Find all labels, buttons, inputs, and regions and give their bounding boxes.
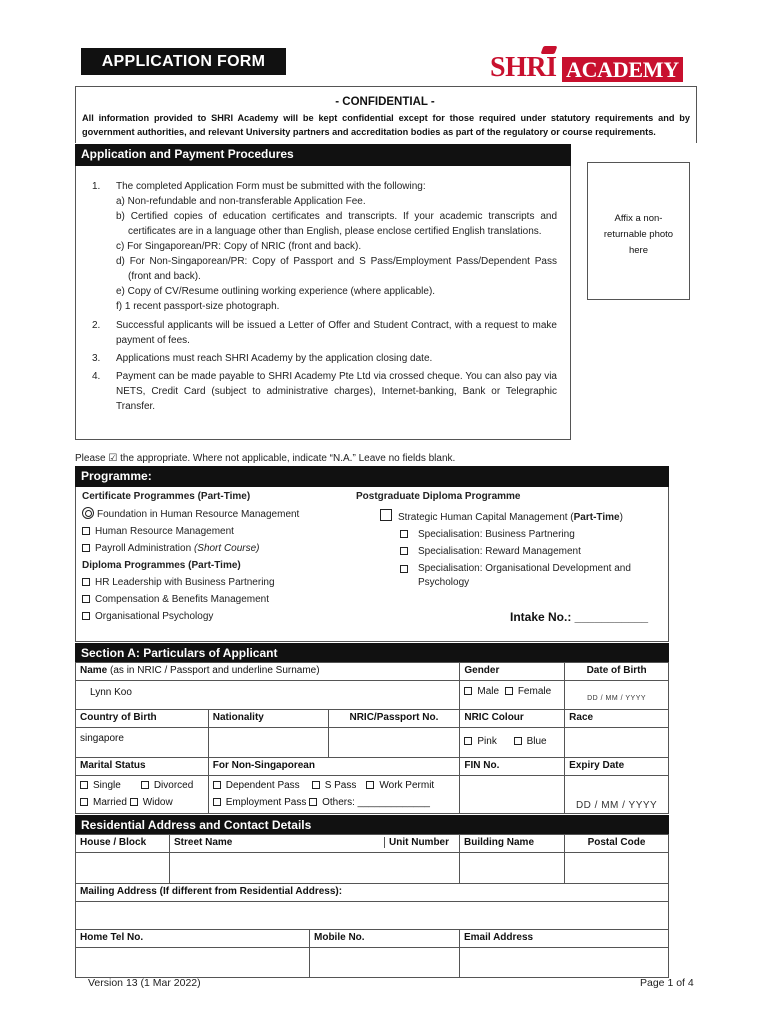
name-input[interactable]: Lynn Koo xyxy=(76,681,460,710)
procedure-subitem: b) Certified copies of education certificates and transcripts. If your academic transcripts and certificates are in a language other than English, please enclose certified English translations. xyxy=(116,211,557,237)
home-tel-label: Home Tel No. xyxy=(76,930,310,948)
checkbox-icon[interactable] xyxy=(400,565,408,573)
marital-widow-checkbox[interactable] xyxy=(130,798,138,806)
s-pass-checkbox[interactable] xyxy=(312,781,320,789)
mobile-label: Mobile No. xyxy=(310,930,460,948)
confidential-title: - CONFIDENTIAL - xyxy=(335,96,435,108)
certificate-column xyxy=(82,488,362,625)
procedure-item xyxy=(92,179,557,314)
email-label: Email Address xyxy=(460,930,669,948)
intake-number-field[interactable]: Intake No.: ___________ xyxy=(510,610,649,624)
procedure-subitem: c) For Singaporean/PR: Copy of NRIC (front and back). xyxy=(116,241,362,252)
procedure-subitem: f) 1 recent passport-size photograph. xyxy=(116,301,280,312)
marital-options xyxy=(76,776,209,814)
shri-academy-logo xyxy=(490,46,690,86)
procedure-list xyxy=(92,179,557,414)
pg-spec-label: Specialisation: Organisational Development and Psychology xyxy=(418,563,631,588)
instruction-text: the appropriate. Where not applicable, indicate “N.A.” Leave no fields blank. xyxy=(120,453,456,464)
marital-married-label: Married xyxy=(93,797,127,808)
work-permit-checkbox[interactable] xyxy=(366,781,374,789)
gender-label: Gender xyxy=(460,663,565,681)
procedure-text: The completed Application Form must be submitted with the following: xyxy=(116,181,426,192)
home-tel-input[interactable] xyxy=(76,948,310,978)
checked-box-icon: ☑ xyxy=(108,453,118,464)
postal-label: Postal Code xyxy=(565,835,669,853)
postgraduate-column xyxy=(356,488,656,590)
race-input[interactable] xyxy=(565,728,669,758)
checkbox-icon[interactable] xyxy=(380,509,392,521)
procedure-text: Payment can be made payable to SHRI Academy Pte Ltd via crossed cheque. You can also pay via NETS, Credit Card (subject to administrative charges), Internet-banking, Bank or Telegraphic Transfer. xyxy=(116,371,557,412)
procedure-number: 4. xyxy=(92,371,101,382)
section-a-header: Section A: Particulars of Applicant xyxy=(75,643,669,663)
procedure-subitem: d) For Non-Singaporean/PR: Copy of Passport and S Pass/Employment Pass/Dependent Pass (front and back). xyxy=(116,256,557,282)
procedure-subitem: a) Non-refundable and non-transferable Application Fee. xyxy=(116,196,366,207)
checkbox-icon[interactable] xyxy=(82,595,90,603)
others-pass-checkbox[interactable] xyxy=(309,798,317,806)
nric-pink-checkbox[interactable] xyxy=(464,737,472,745)
nric-blue-checkbox[interactable] xyxy=(514,737,522,745)
nric-colour-label: NRIC Colour xyxy=(460,710,565,728)
gender-male-label: Male xyxy=(477,686,500,697)
page-number: Page 1 of 4 xyxy=(640,977,694,989)
pg-spec-label: Specialisation: Reward Management xyxy=(418,546,581,557)
work-permit-label: Work Permit xyxy=(379,780,435,791)
cert-option-label: Foundation in Human Resource Management xyxy=(97,509,300,520)
street-unit-input[interactable] xyxy=(170,853,460,884)
programme-header: Programme: xyxy=(75,466,669,487)
version-label: Version 13 (1 Mar 2022) xyxy=(88,977,201,989)
diploma-option-label: Compensation & Benefits Management xyxy=(95,594,269,605)
selected-radio-icon[interactable] xyxy=(82,507,94,519)
cert-programmes-header: Certificate Programmes (Part-Time) xyxy=(82,491,251,502)
checkbox-icon[interactable] xyxy=(82,527,90,535)
instruction-line xyxy=(75,450,675,467)
nric-colour-options xyxy=(460,728,565,758)
diploma-programmes-header: Diploma Programmes (Part-Time) xyxy=(82,560,241,571)
nric-blue-label: Blue xyxy=(526,736,547,747)
nationality-input[interactable] xyxy=(208,728,328,758)
procedure-text: Successful applicants will be issued a Letter of Offer and Student Contract, with a request to make payment of fees. xyxy=(116,320,557,346)
expiry-input[interactable]: DD / MM / YYYY xyxy=(565,776,669,814)
diploma-option-label: HR Leadership with Business Partnering xyxy=(95,577,275,588)
short-course-note: (Short Course) xyxy=(193,543,260,554)
cert-option-label: Human Resource Management xyxy=(95,526,234,537)
diploma-option-org-psych[interactable] xyxy=(82,608,362,625)
pg-option-parttime: Part-Time xyxy=(573,512,620,523)
nonsg-label: For Non-Singaporean xyxy=(208,758,460,776)
gender-female-label: Female xyxy=(517,686,552,697)
marital-widow-label: Widow xyxy=(142,797,173,808)
logo-shri-text: SHRI xyxy=(490,52,557,83)
procedure-number: 3. xyxy=(92,353,101,364)
marital-single-label: Single xyxy=(93,780,121,791)
procedure-number: 2. xyxy=(92,320,101,331)
checkbox-icon[interactable] xyxy=(82,612,90,620)
marital-married-checkbox[interactable] xyxy=(80,798,88,806)
checkbox-icon[interactable] xyxy=(82,544,90,552)
postal-input[interactable] xyxy=(565,853,669,884)
fin-input[interactable] xyxy=(460,776,565,814)
nationality-label: Nationality xyxy=(208,710,328,728)
house-input[interactable] xyxy=(76,853,170,884)
street-label-cell xyxy=(170,835,460,853)
procedure-item xyxy=(92,369,557,414)
gender-male-checkbox[interactable] xyxy=(464,687,472,695)
procedure-number: 1. xyxy=(92,181,101,192)
pg-spec-business[interactable] xyxy=(356,526,656,543)
confidential-text: All information provided to SHRI Academy will be kept confidential except for those required under statutory requirements and by government authorities, and relevant University partners and accreditation bodies as part of the regulatory or course requirements. xyxy=(82,113,690,137)
name-label-cell xyxy=(76,663,460,681)
mobile-input[interactable] xyxy=(310,948,460,978)
gender-options xyxy=(460,681,565,710)
cert-option-label: Payroll Administration xyxy=(95,543,192,554)
checkbox-icon[interactable] xyxy=(82,578,90,586)
country-label: Country of Birth xyxy=(76,710,209,728)
marital-divorced-label: Divorced xyxy=(153,780,194,791)
name-label: Name xyxy=(80,665,108,676)
diploma-option-compensation[interactable] xyxy=(82,591,362,608)
dependent-pass-label: Dependent Pass xyxy=(225,780,300,791)
employment-pass-label: Employment Pass xyxy=(225,797,307,808)
procedures-header: Application and Payment Procedures xyxy=(75,144,571,166)
mailing-label: Mailing Address (If different from Residential Address): xyxy=(76,884,669,902)
pg-option-label: Strategic Human Capital Management ( xyxy=(398,512,574,523)
photo-placeholder[interactable]: Affix a non-returnable photo here xyxy=(587,162,690,300)
section-a-table xyxy=(75,662,669,814)
fin-label: FIN No. xyxy=(460,758,565,776)
street-label: Street Name xyxy=(174,837,233,848)
race-label: Race xyxy=(565,710,669,728)
email-input[interactable] xyxy=(460,948,669,978)
building-input[interactable] xyxy=(460,853,565,884)
dob-input[interactable]: DD / MM / YYYY xyxy=(565,681,669,710)
dob-label: Date of Birth xyxy=(565,663,669,681)
mailing-input[interactable] xyxy=(76,902,669,930)
nric-pink-label: Pink xyxy=(477,736,497,747)
s-pass-label: S Pass xyxy=(324,780,357,791)
employment-pass-checkbox[interactable] xyxy=(213,798,221,806)
pg-option-paren: ) xyxy=(619,512,623,523)
cert-option-payroll[interactable] xyxy=(82,540,362,557)
pg-spec-reward[interactable] xyxy=(356,543,656,560)
dependent-pass-checkbox[interactable] xyxy=(213,781,221,789)
expiry-label: Expiry Date xyxy=(565,758,669,776)
building-label: Building Name xyxy=(460,835,565,853)
unit-label: Unit Number xyxy=(384,837,459,848)
procedure-item xyxy=(92,318,557,348)
checkbox-icon[interactable] xyxy=(400,547,408,555)
gender-female-checkbox[interactable] xyxy=(505,687,513,695)
procedure-subitem: e) Copy of CV/Resume outlining working experience (where applicable). xyxy=(116,286,436,297)
cert-option-foundation[interactable] xyxy=(82,506,362,523)
pg-programme-header: Postgraduate Diploma Programme xyxy=(356,491,521,502)
pg-spec-od[interactable] xyxy=(356,562,656,590)
pass-options xyxy=(208,776,460,814)
name-label-note: (as in NRIC / Passport and underline Surname) xyxy=(110,665,320,676)
nric-label: NRIC/Passport No. xyxy=(328,710,460,728)
checkbox-icon[interactable] xyxy=(400,530,408,538)
marital-label: Marital Status xyxy=(76,758,209,776)
diploma-option-label: Organisational Psychology xyxy=(95,611,214,622)
nric-input[interactable] xyxy=(328,728,460,758)
pg-spec-label: Specialisation: Business Partnering xyxy=(418,529,575,540)
marital-divorced-checkbox[interactable] xyxy=(141,781,149,789)
house-label: House / Block xyxy=(76,835,170,853)
logo-academy-text: ACADEMY xyxy=(562,57,683,82)
pg-option-shcm[interactable] xyxy=(356,509,656,526)
procedure-item xyxy=(92,351,557,366)
cert-option-hrm[interactable] xyxy=(82,523,362,540)
marital-single-checkbox[interactable] xyxy=(80,781,88,789)
address-header: Residential Address and Contact Details xyxy=(75,815,669,835)
form-title: APPLICATION FORM xyxy=(81,48,286,75)
others-pass-label[interactable]: Others: _____________ xyxy=(322,797,430,808)
address-table xyxy=(75,834,669,978)
instruction-prefix: Please xyxy=(75,453,106,464)
procedure-text: Applications must reach SHRI Academy by the application closing date. xyxy=(116,353,433,364)
country-input[interactable]: singapore xyxy=(76,728,209,758)
diploma-option-hr-leadership[interactable] xyxy=(82,574,362,591)
